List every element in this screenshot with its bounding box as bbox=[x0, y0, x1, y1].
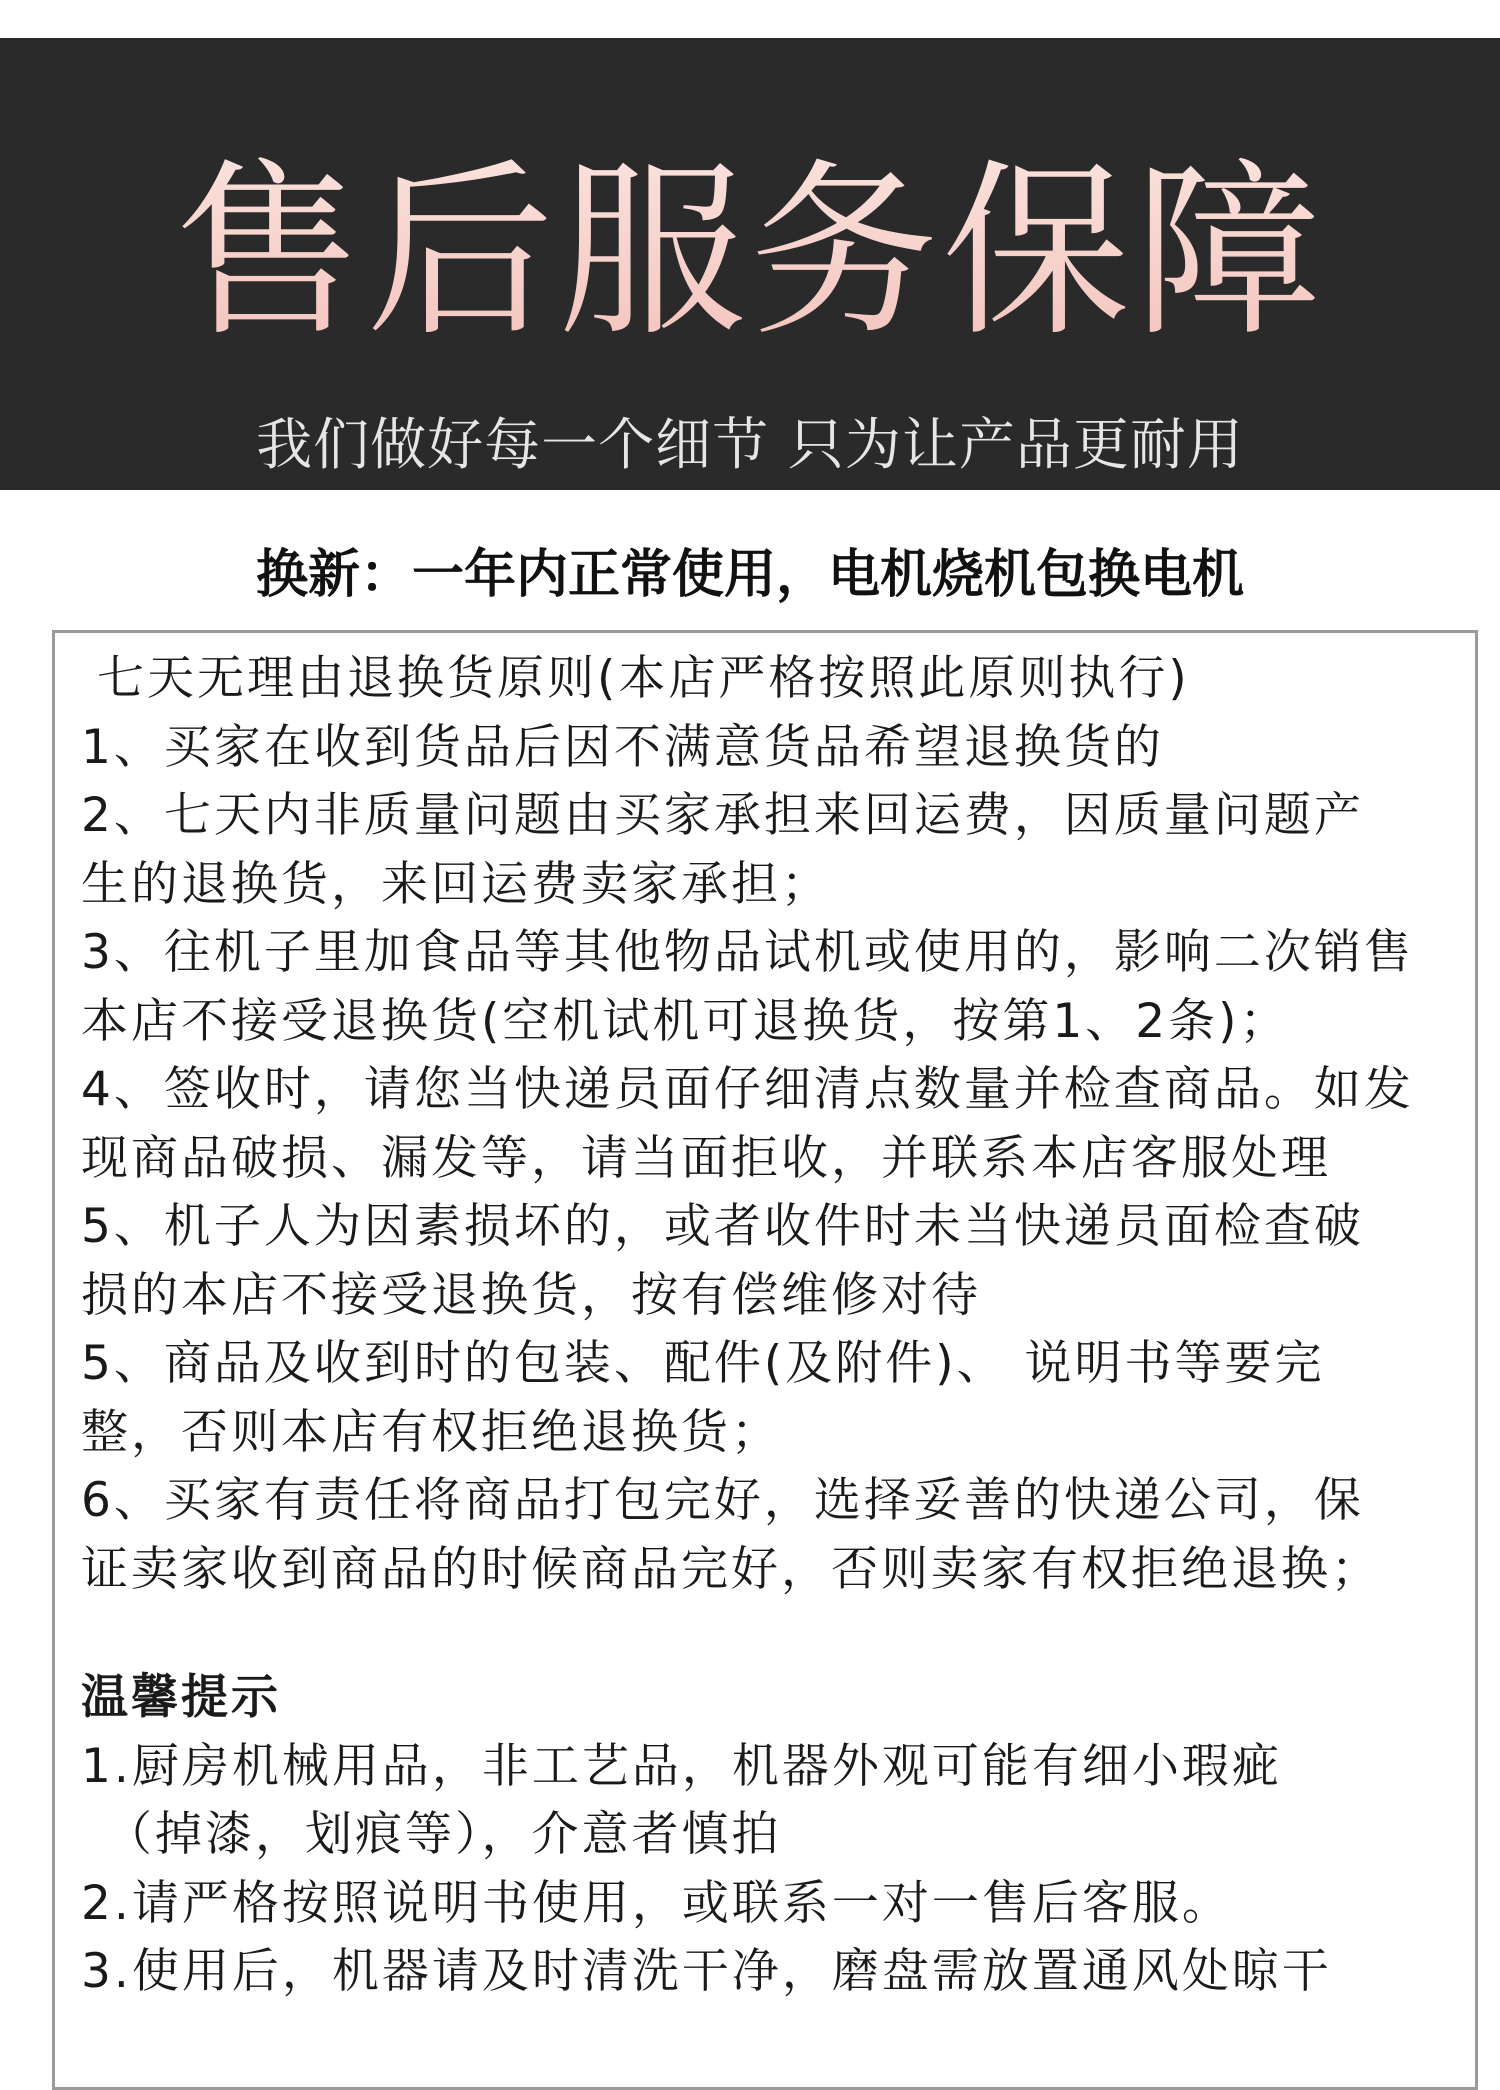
return-policy-line: 损的本店不接受退换货，按有偿维修对待 bbox=[81, 1267, 981, 1323]
return-policy-line: 2、七天内非质量问题由买家承担来回运费，因质量问题产 bbox=[81, 788, 1364, 843]
section-spacer bbox=[81, 1604, 1471, 1664]
return-policy-line: 3、往机子里加食品等其他物品试机或使用的，影响二次销售 bbox=[81, 925, 1414, 980]
tips-line: 3.使用后，机器请及时清洗干净，磨盘需放置通风处晾干 bbox=[81, 1944, 1332, 1999]
banner-title: 售后服务保障 bbox=[0, 138, 1500, 368]
return-policy-heading: 七天无理由退换货原则(本店严格按照此原则执行) bbox=[97, 651, 1190, 706]
return-policy-line: 4、签收时，请您当快递员面仔细清点数量并检查商品。如发 bbox=[81, 1062, 1414, 1117]
replace-policy: 换新：一年内正常使用，电机烧机包换电机 bbox=[255, 545, 1244, 605]
return-policy-line: 5、商品及收到时的包装、配件(及附件)、 说明书等要完 bbox=[81, 1336, 1325, 1391]
return-policy-line: 整，否则本店有权拒绝退换货； bbox=[81, 1404, 781, 1460]
return-policy-line: 6、买家有责任将商品打包完好，选择妥善的快递公司，保 bbox=[81, 1473, 1364, 1528]
return-policy-line: 生的退换货，来回运费卖家承担； bbox=[81, 856, 831, 912]
return-policy-line: 本店不接受退换货(空机试机可退换货，按第1、2条)； bbox=[81, 993, 1290, 1049]
policy-box bbox=[52, 630, 1478, 2090]
policy-content bbox=[81, 645, 1471, 2007]
tips-title: 温馨提示 bbox=[81, 1670, 281, 1725]
banner-subtitle: 我们做好每一个细节 只为让产品更耐用 bbox=[256, 413, 1244, 478]
tips-line: 2.请严格按照说明书使用，或联系一对一售后客服。 bbox=[81, 1875, 1232, 1931]
return-policy-line: 5、机子人为因素损坏的，或者收件时未当快递员面检查破 bbox=[81, 1199, 1364, 1254]
return-policy-line: 1、买家在收到货品后因不满意货品希望退换货的 bbox=[81, 719, 1164, 775]
header-banner bbox=[0, 38, 1500, 490]
return-policy-line: 证卖家收到商品的时候商品完好，否则卖家有权拒绝退换； bbox=[81, 1541, 1381, 1597]
tips-line: 1.厨房机械用品，非工艺品，机器外观可能有细小瑕疵 bbox=[81, 1738, 1282, 1794]
return-policy-line: 现商品破损、漏发等，请当面拒收，并联系本店客服处理 bbox=[81, 1130, 1331, 1186]
tips-line: （掉漆，划痕等），介意者慎拍 bbox=[105, 1807, 782, 1862]
